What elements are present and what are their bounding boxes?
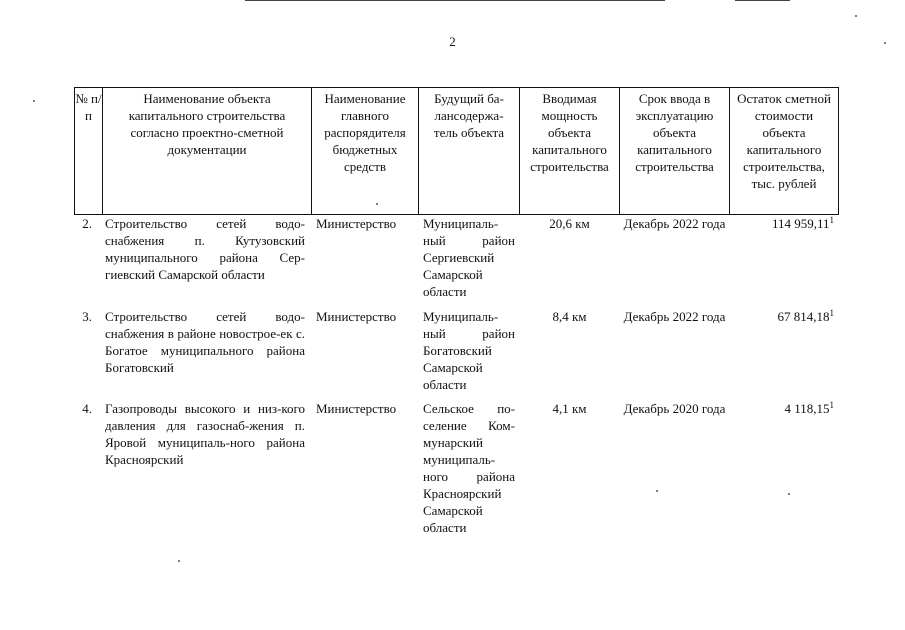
header-balance-holder: Будущий ба-лансодержа-тель объекта bbox=[433, 91, 505, 140]
page-number: 2 bbox=[449, 34, 456, 49]
row-distributor: Министерство bbox=[316, 309, 397, 324]
row-remaining-cost bbox=[730, 400, 834, 417]
header-commissioning-date: Срок ввода в эксплуатацию объекта капитального строительства bbox=[635, 91, 714, 174]
row-remaining-cost bbox=[730, 308, 834, 325]
scan-speck bbox=[33, 100, 35, 102]
header-capacity: Вводимая мощность объекта капитального строительства bbox=[530, 91, 609, 174]
row-deadline: Декабрь 2020 года bbox=[623, 401, 726, 416]
row-distributor: Министерство bbox=[316, 401, 397, 416]
scan-edge-line bbox=[245, 0, 665, 1]
row-balance-holder: Муниципаль-ный район Богатовский Самарской области bbox=[423, 309, 515, 392]
row-number: 4. bbox=[82, 401, 92, 416]
cost-value: 4 118,15 bbox=[784, 401, 830, 416]
cost-value: 114 959,11 bbox=[771, 216, 830, 231]
row-number: 2. bbox=[82, 216, 92, 231]
row-object-name: Строительство сетей водо-снабжения в районе новострое-ек с. Богатое муниципального района Богатовский bbox=[105, 309, 305, 375]
scan-speck bbox=[178, 560, 180, 562]
header-remaining-cost: Остаток сметной стоимости объекта капитального строительства, тыс. рублей bbox=[737, 91, 831, 191]
scan-edge-line bbox=[735, 0, 790, 1]
row-deadline: Декабрь 2022 года bbox=[623, 309, 726, 324]
header-distributor: Наименование главного распорядителя бюджетных средств bbox=[324, 91, 406, 174]
row-balance-holder: Муниципаль-ный район Сергиевский Самарской области bbox=[423, 216, 515, 299]
row-deadline: Декабрь 2022 года bbox=[623, 216, 726, 231]
row-capacity: 4,1 км bbox=[552, 401, 587, 416]
footnote-mark: 1 bbox=[829, 400, 834, 410]
row-balance-holder: Сельское по-селение Ком-мунарский муниципаль-ного района Красноярский Самарской области bbox=[423, 401, 515, 535]
header-number: № п/п bbox=[75, 91, 102, 123]
budget-table bbox=[74, 87, 839, 537]
row-number: 3. bbox=[82, 309, 92, 324]
row-remaining-cost bbox=[730, 215, 834, 232]
footnote-mark: 1 bbox=[829, 308, 834, 318]
footnote-mark: 1 bbox=[829, 215, 834, 225]
row-capacity: 20,6 км bbox=[549, 216, 590, 231]
row-object-name: Газопроводы высокого и низ-кого давления для газоснаб-жения п. Яровой муниципаль-ного района Красноярский bbox=[105, 401, 305, 467]
cost-value: 67 814,18 bbox=[777, 309, 830, 324]
header-object-name: Наименование объекта капитального строительства согласно проектно-сметной документации bbox=[128, 91, 286, 157]
row-distributor: Министерство bbox=[316, 216, 397, 231]
scan-speck bbox=[855, 15, 857, 17]
row-capacity: 8,4 км bbox=[552, 309, 587, 324]
row-object-name: Строительство сетей водо-снабжения п. Кутузовский муниципального района Сер-гиевский Самарской области bbox=[105, 216, 305, 282]
column-divider bbox=[838, 87, 839, 215]
table-top-border bbox=[74, 87, 839, 88]
